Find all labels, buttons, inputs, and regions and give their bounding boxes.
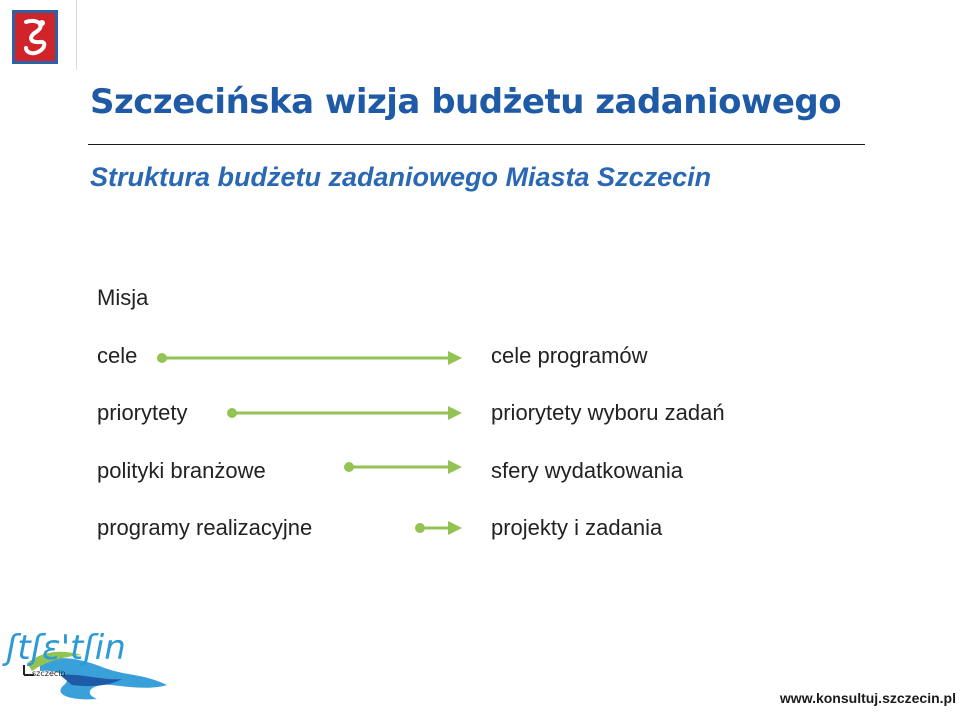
arrow-right-icon [150, 518, 470, 538]
row-left-label: programy realizacyjne [97, 515, 313, 540]
svg-text:ʃtʃɛ'tʃin: ʃtʃɛ'tʃin [6, 628, 126, 668]
page-title: Szczecińska wizja budżetu zadaniowego [90, 82, 842, 122]
row-left-label: cele [97, 343, 138, 368]
header-divider [76, 0, 77, 70]
szczecin-emblem-icon [12, 10, 58, 64]
logo-text: szczecin [32, 669, 66, 678]
row-right-label: cele programów [491, 343, 648, 368]
footer-url: www.konsultuj.szczecin.pl [779, 690, 956, 706]
row-left-label: priorytety [97, 400, 188, 425]
arrow-right-icon [150, 457, 470, 477]
row-right-label: priorytety wyboru zadań [491, 400, 725, 425]
arrow-right-icon [150, 403, 470, 423]
row-right-label: sfery wydatkowania [491, 458, 683, 483]
page-subtitle: Struktura budżetu zadaniowego Miasta Szczecin [90, 162, 712, 192]
row-right-label: projekty i zadania [491, 515, 663, 540]
arrow-right-icon [150, 348, 470, 368]
row-left-label: polityki branżowe [97, 458, 266, 483]
mission-label: Misja [97, 285, 149, 310]
stetin-logo-icon [2, 615, 177, 710]
title-underline [88, 144, 865, 145]
